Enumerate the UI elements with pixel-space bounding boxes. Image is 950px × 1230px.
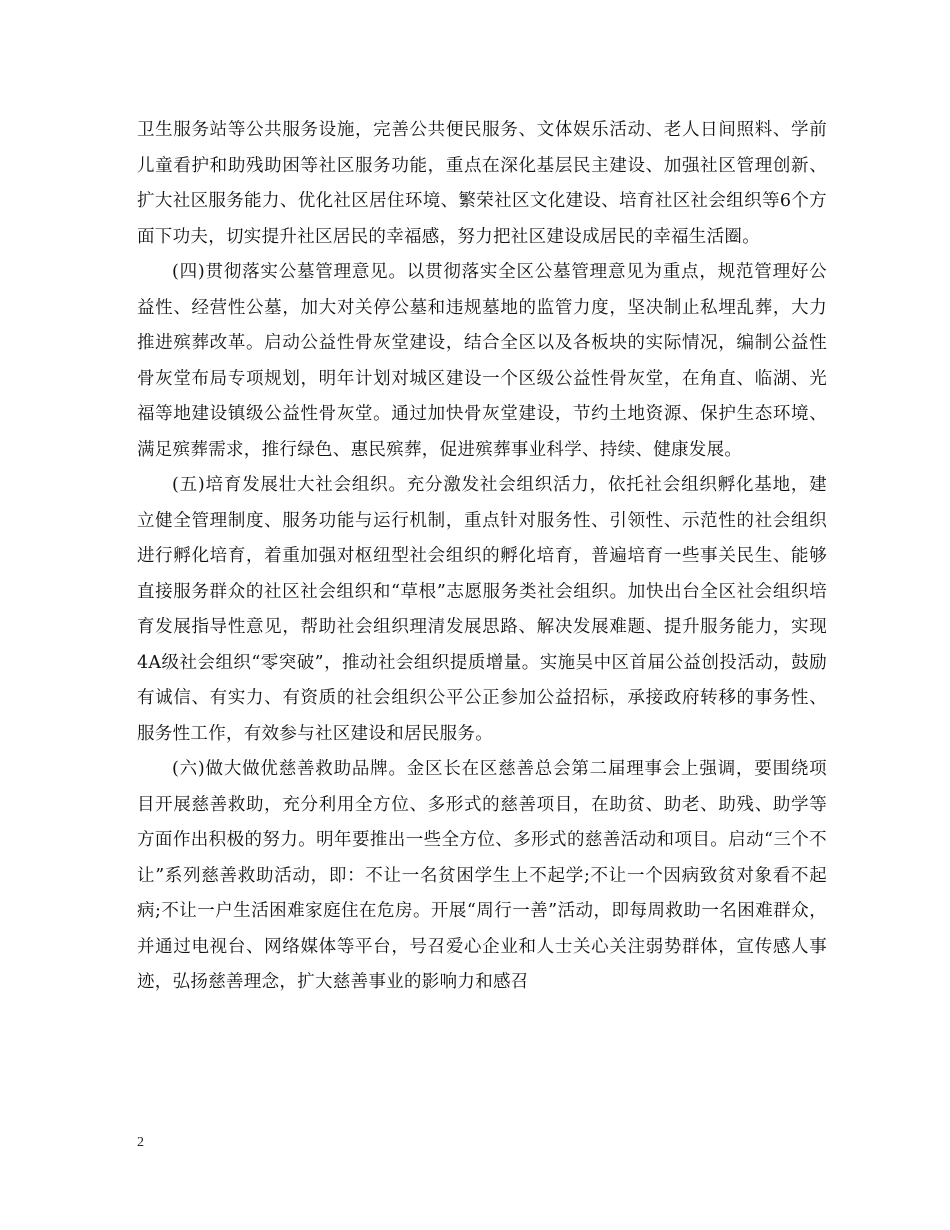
- document-body: [137, 113, 827, 1001]
- paragraph-cemetery-management: (四)贯彻落实公墓管理意见。以贯彻落实全区公墓管理意见为重点，规范管理好公益性、经营性公墓，加大对关停公墓和违规墓地的监管力度，坚决制止私埋乱葬，大力推进殡葬改革。启动公益性骨灰堂建设，结合全区以及各板块的实际情况，编制公益性骨灰堂布局专项规划，明年计划对城区建设一个区级公益性骨灰堂，在角直、临湖、光福等地建设镇级公益性骨灰堂。通过加快骨灰堂建设，节约土地资源、保护生态环境、满足殡葬需求，推行绿色、惠民殡葬，促进殡葬事业科学、持续、健康发展。: [137, 262, 827, 460]
- paragraph-charity-relief: (六)做大做优慈善救助品牌。金区长在区慈善总会第二届理事会上强调，要围绕项目开展慈善救助，充分利用全方位、多形式的慈善项目，在助贫、助老、助残、助学等方面作出积极的努力。明年要推出一些全方位、多形式的慈善活动和项目。启动“三个不让”系列慈善救助活动，即：不让一名贫困学生上不起学;不让一个因病致贫对象看不起病;不让一户生活困难家庭住在危房。开展“周行一善”活动，即每周救助一名困难群众，并通过电视台、网络媒体等平台，号召爱心企业和人士关心关注弱势群体，宣传感人事迹，弘扬慈善理念，扩大慈善事业的影响力和感召: [137, 759, 827, 992]
- paragraph-social-organizations: (五)培育发展壮大社会组织。充分激发社会组织活力，依托社会组织孵化基地，建立健全管理制度、服务功能与运行机制，重点针对服务性、引领性、示范性的社会组织进行孵化培育，着重加强对枢纽型社会组织的孵化培育，普遍培育一些事关民生、能够直接服务群众的社区社会组织和“草根”志愿服务类社会组织。加快出台全区社会组织培育发展指导性意见，帮助社会组织理清发展思路、解决发展难题、提升服务能力，实现4A级社会组织“零突破”，推动社会组织提质增量。实施吴中区首届公益创投活动，鼓励有诚信、有实力、有资质的社会组织公平公正参加公益招标，承接政府转移的事务性、服务性工作，有效参与社区建设和居民服务。: [137, 475, 827, 744]
- page-number: 2: [137, 1135, 144, 1150]
- paragraph-continuation: 卫生服务站等公共服务设施，完善公共便民服务、文体娱乐活动、老人日间照料、学前儿童看护和助残助困等社区服务功能，重点在深化基层民主建设、加强社区管理创新、扩大社区服务能力、优化社区居住环境、繁荣社区文化建设、培育社区社会组织等6个方面下功夫，切实提升社区居民的幸福感，努力把社区建设成居民的幸福生活圈。: [137, 120, 827, 247]
